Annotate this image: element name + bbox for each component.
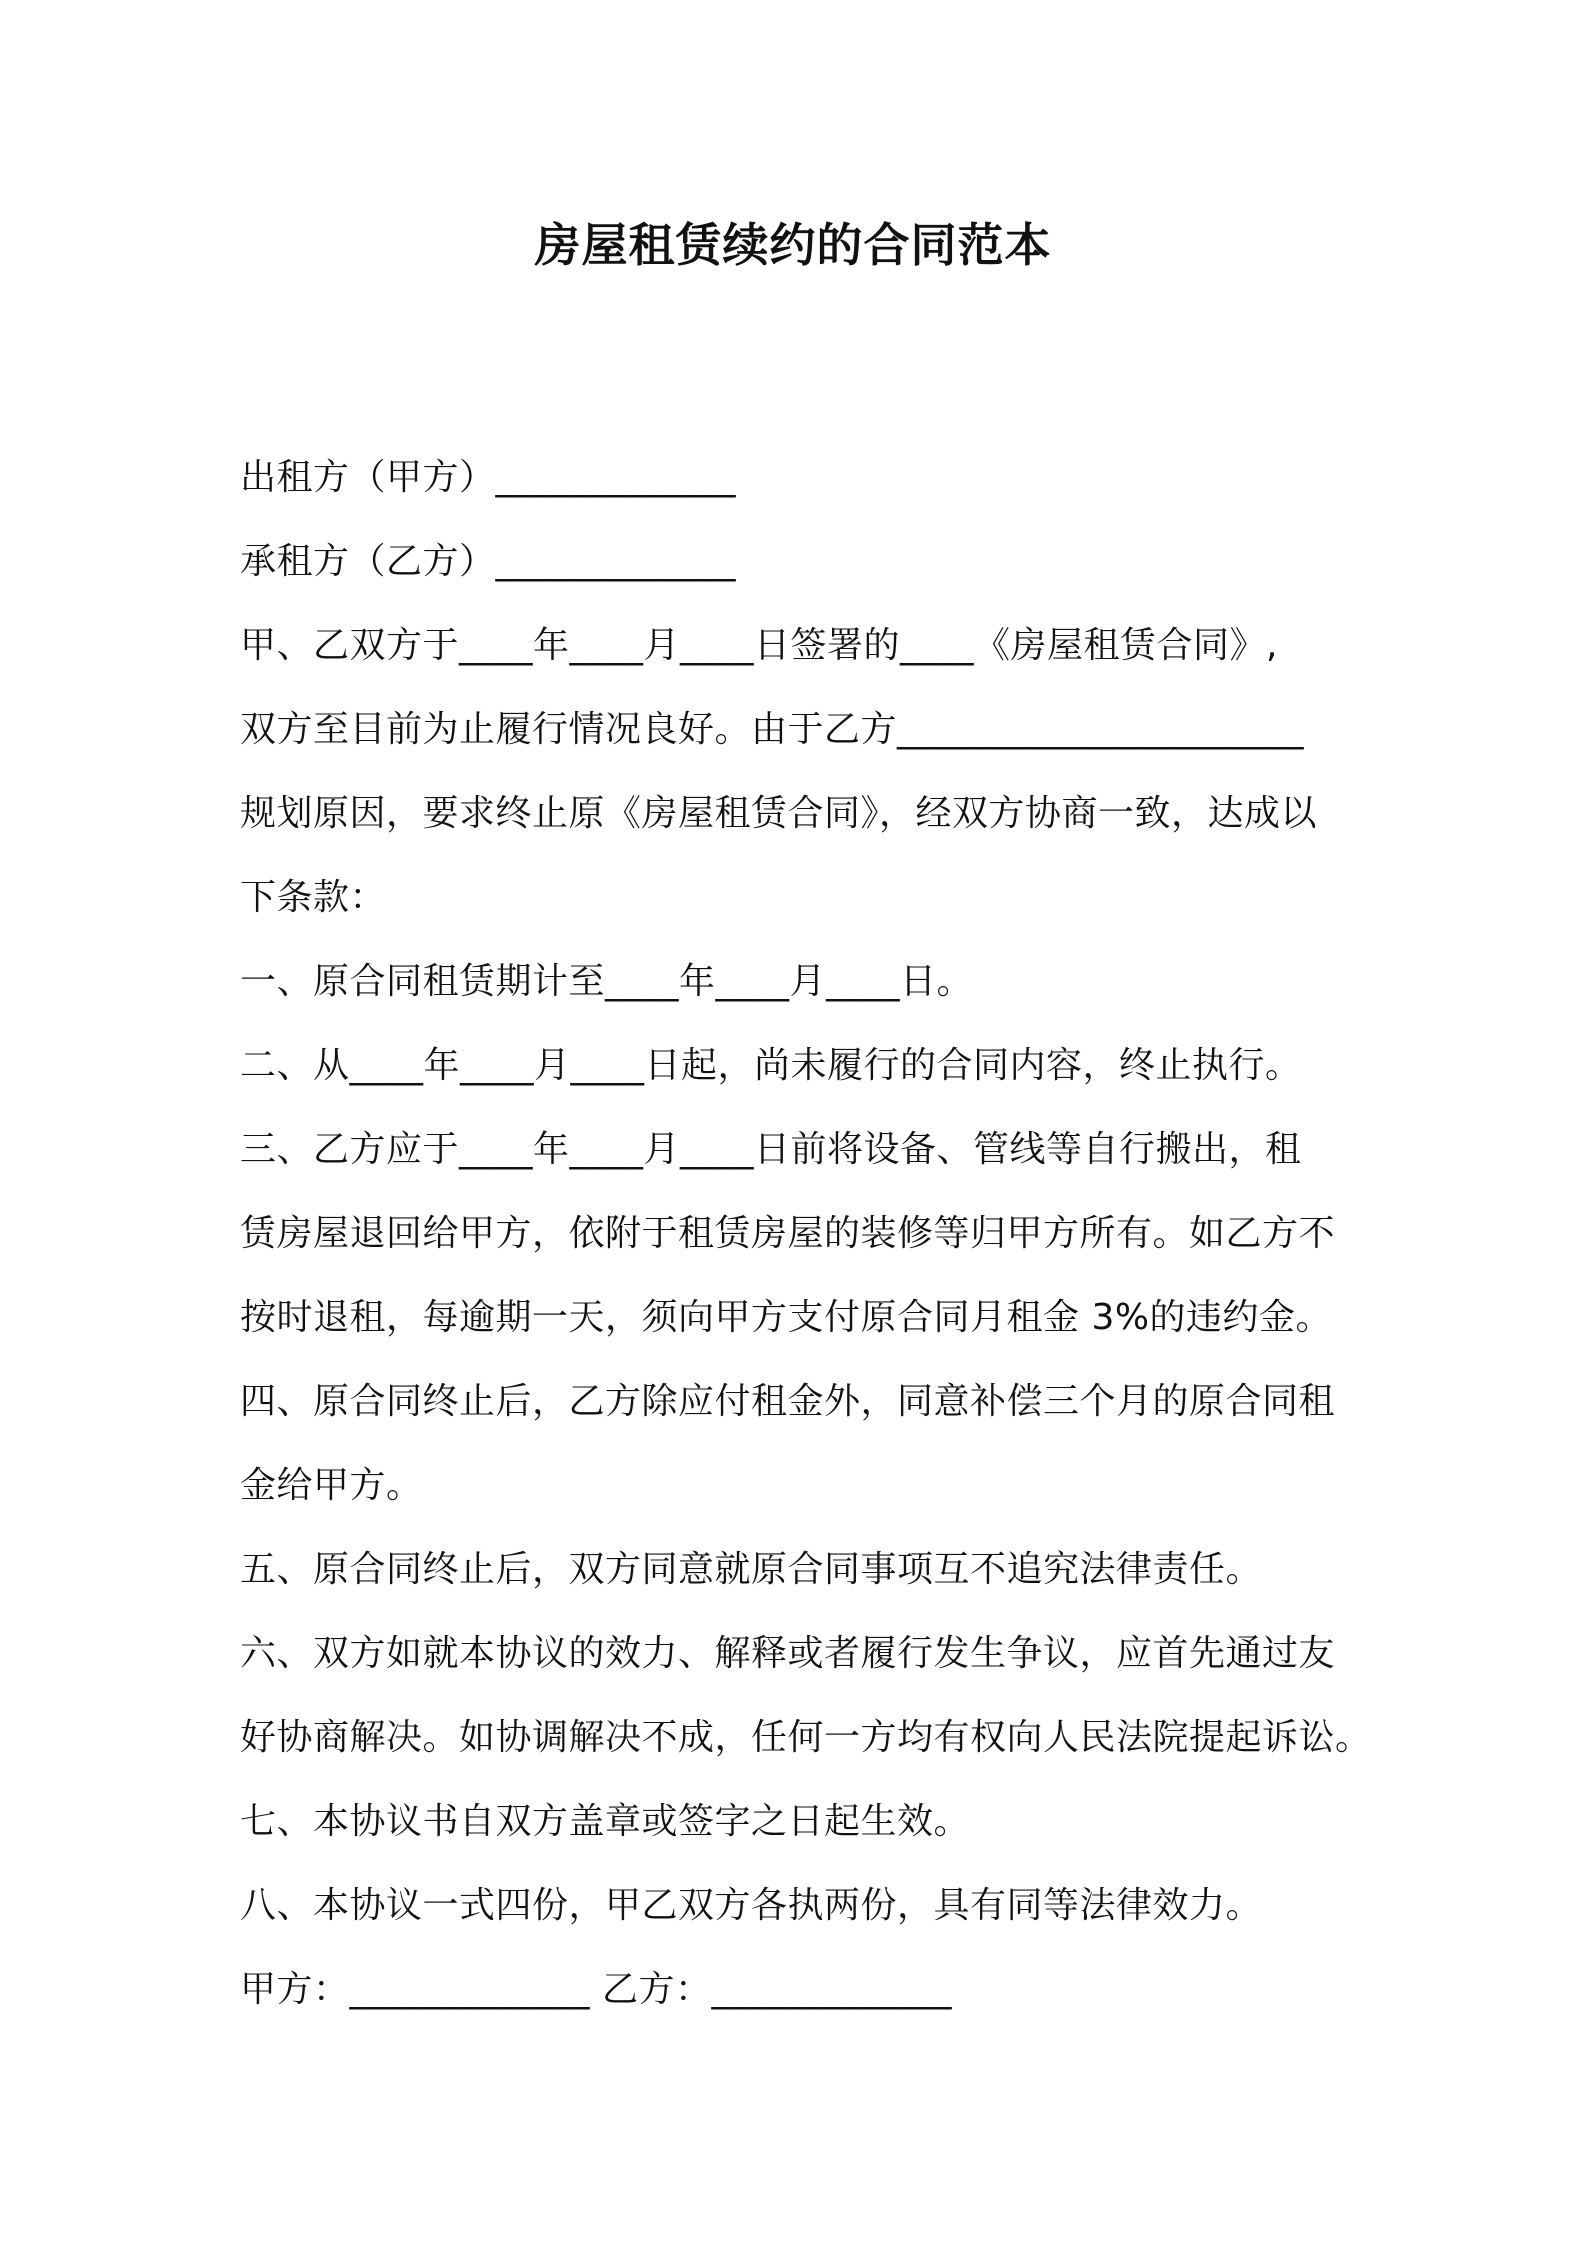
clause-3-cont: 按时退租，每逾期一天，须向甲方支付原合同月租金 3%的违约金。	[240, 1297, 1333, 1338]
clause-1: 一、原合同租赁期计至____年____月____日。	[240, 961, 974, 1002]
body-line: 规划原因，要求终止原《房屋租赁合同》，经双方协商一致，达成以	[240, 793, 1318, 834]
clause-6-cont: 好协商解决。如协调解决不成，任何一方均有权向人民法院提起诉讼。	[240, 1717, 1372, 1758]
clause-5: 五、原合同终止后，双方同意就原合同事项互不追究法律责任。	[240, 1549, 1263, 1590]
lessor-line: 出租方（甲方）_____________	[240, 457, 737, 498]
clause-2: 二、从____年____月____日起，尚未履行的合同内容，终止执行。	[240, 1045, 1302, 1086]
clause-3: 三、乙方应于____年____月____日前将设备、管线等自行搬出，租	[240, 1129, 1302, 1170]
body-line: 双方至目前为止履行情况良好。由于乙方______________________	[240, 709, 1305, 750]
lessee-line: 承租方（乙方）_____________	[240, 541, 737, 582]
clause-8: 八、本协议一式四份，甲乙双方各执两份，具有同等法律效力。	[240, 1885, 1263, 1926]
clause-3-cont: 赁房屋退回给甲方，依附于租赁房屋的装修等归甲方所有。如乙方不	[240, 1213, 1336, 1254]
body-line: 甲、乙双方于____年____月____日签署的____《房屋租赁合同》,	[240, 625, 1278, 666]
clause-4: 四、原合同终止后，乙方除应付租金外，同意补偿三个月的原合同租	[240, 1381, 1336, 1422]
clause-6: 六、双方如就本协议的效力、解释或者履行发生争议，应首先通过友	[240, 1633, 1336, 1674]
page-title: 房屋租赁续约的合同范本	[534, 218, 1052, 272]
body-line: 下条款：	[240, 877, 387, 918]
clause-4-cont: 金给甲方。	[240, 1465, 423, 1506]
clause-7: 七、本协议书自双方盖章或签字之日起生效。	[240, 1801, 971, 1842]
signature-line: 甲方：_____________ 乙方：_____________	[240, 1969, 952, 2010]
